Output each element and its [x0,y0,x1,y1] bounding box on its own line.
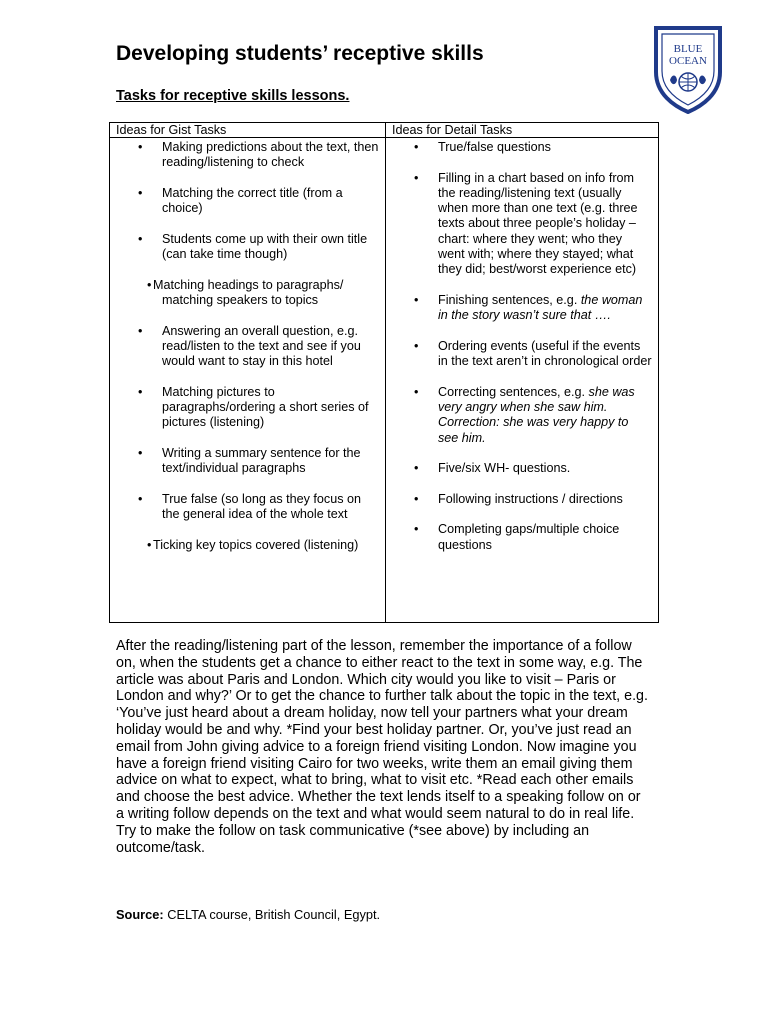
logo-line-1: BLUE [673,43,703,55]
list-item [392,522,652,553]
bullet-icon: • [138,323,143,338]
detail-task-text: Five/six WH- questions. [438,461,571,476]
bullet-icon: • [138,384,143,399]
list-item [116,324,379,370]
gist-task-text: Matching the correct title (from a choice) [162,185,343,216]
gist-task-text: Making predictions about the text, then reading/listening to check [162,140,379,170]
bullet-icon: • [147,537,152,552]
gist-task-text: Ticking key topics covered (listening) [153,537,359,552]
bullet-icon: • [138,491,143,506]
detail-tasks-header: Ideas for Detail Tasks [386,123,659,138]
tasks-subtitle: Tasks for receptive skills lessons. [116,88,350,104]
list-item [116,278,379,309]
detail-task-text: Correcting sentences, e.g. [438,384,589,399]
logo-line-2: OCEAN [669,55,707,67]
source-label: Source: [116,907,164,922]
gist-task-text: True false (so long as they focus on the general idea of the whole text [162,491,362,522]
list-item [392,492,652,507]
bullet-icon: • [414,522,419,537]
gist-task-text: Matching pictures to paragraphs/ordering a short series of pictures (listening) [162,384,369,430]
list-item [392,293,652,324]
list-item [116,186,379,217]
list-item [392,339,652,370]
source-text: CELTA course, British Council, Egypt. [163,907,381,922]
detail-task-text: Completing gaps/multiple choice questions [438,522,620,552]
bullet-icon: • [414,491,419,506]
list-item [392,385,652,446]
gist-task-text: Answering an overall question, e.g. read/listen to the text and see if you would want to stay in this hotel [162,323,361,369]
bullet-icon: • [147,277,152,292]
list-item [116,232,379,263]
gist-tasks-header: Ideas for Gist Tasks [110,123,386,138]
bullet-icon: • [414,461,419,476]
bullet-icon: • [414,140,419,154]
gist-task-list [116,140,379,553]
list-item [116,385,379,431]
detail-task-text: Ordering events (useful if the events in the text aren’t in chronological order [438,338,652,369]
gist-tasks-cell [110,138,386,623]
list-item [116,140,379,171]
tasks-table [109,122,659,623]
detail-tasks-cell [386,138,659,623]
blue-ocean-logo [650,22,726,114]
gist-task-text: Matching headings to paragraphs/ matching speakers to topics [153,277,344,307]
bullet-icon: • [414,384,419,399]
bullet-icon: • [414,292,419,307]
list-item [116,492,379,523]
list-item [116,538,379,553]
detail-task-text: Following instructions / directions [438,491,623,506]
bullet-icon: • [414,170,419,185]
bullet-icon: • [138,185,143,200]
bullet-icon: • [138,231,143,246]
detail-task-example: the woman in the story wasn’t sure that …. [438,292,643,323]
gist-task-text: Writing a summary sentence for the text/individual paragraphs [162,445,361,476]
follow-on-paragraph: After the reading/listening part of the lesson, remember the importance of a follow on, when the students get a chance to either react to the text in some way, e.g. The article was about Paris and London. Which city would you like to visit – Paris or London and why?’ Or to get the chance to further talk about the topic in the text, e.g. ‘You’ve just heard about a dream holiday, now tell your partners what your dream holiday would be and why. *Find your best holiday partner. Or, you’ve just read an email from John giving advice to a foreign friend visiting London. Now imagine you have a foreign friend visiting Cairo for two weeks, write them an email giving them advice on what to expect, what to bring, what to visit etc. *Read each other emails and choose the best advice. Whether the text lends itself to a speaking follow on or a writing follow depends on the text and what would seem natural to do in real life. Try to make the follow on task communicative (*see above) by including an outcome/task. [116,638,648,856]
list-item [392,171,652,278]
detail-task-text: True/false questions [438,140,551,154]
detail-task-example: she was very angry when she saw him. Correction: she was very happy to see him. [438,384,635,445]
list-item [392,461,652,476]
detail-task-text: Finishing sentences, e.g. [438,292,581,307]
bullet-icon: • [138,445,143,460]
detail-task-text: Filling in a chart based on info from the reading/listening text (usually when more than one text (e.g. three texts about three people’s holiday – chart: where they went; who they went with; where they stayed; what they did; best/worst experience etc) [438,170,638,277]
detail-task-list [392,140,652,553]
bullet-icon: • [414,338,419,353]
bullet-icon: • [138,140,143,154]
document-title: Developing students’ receptive skills [116,42,484,65]
source-line [116,907,380,922]
list-item [392,140,652,155]
gist-task-text: Students come up with their own title (can take time though) [162,231,368,262]
list-item [116,446,379,477]
